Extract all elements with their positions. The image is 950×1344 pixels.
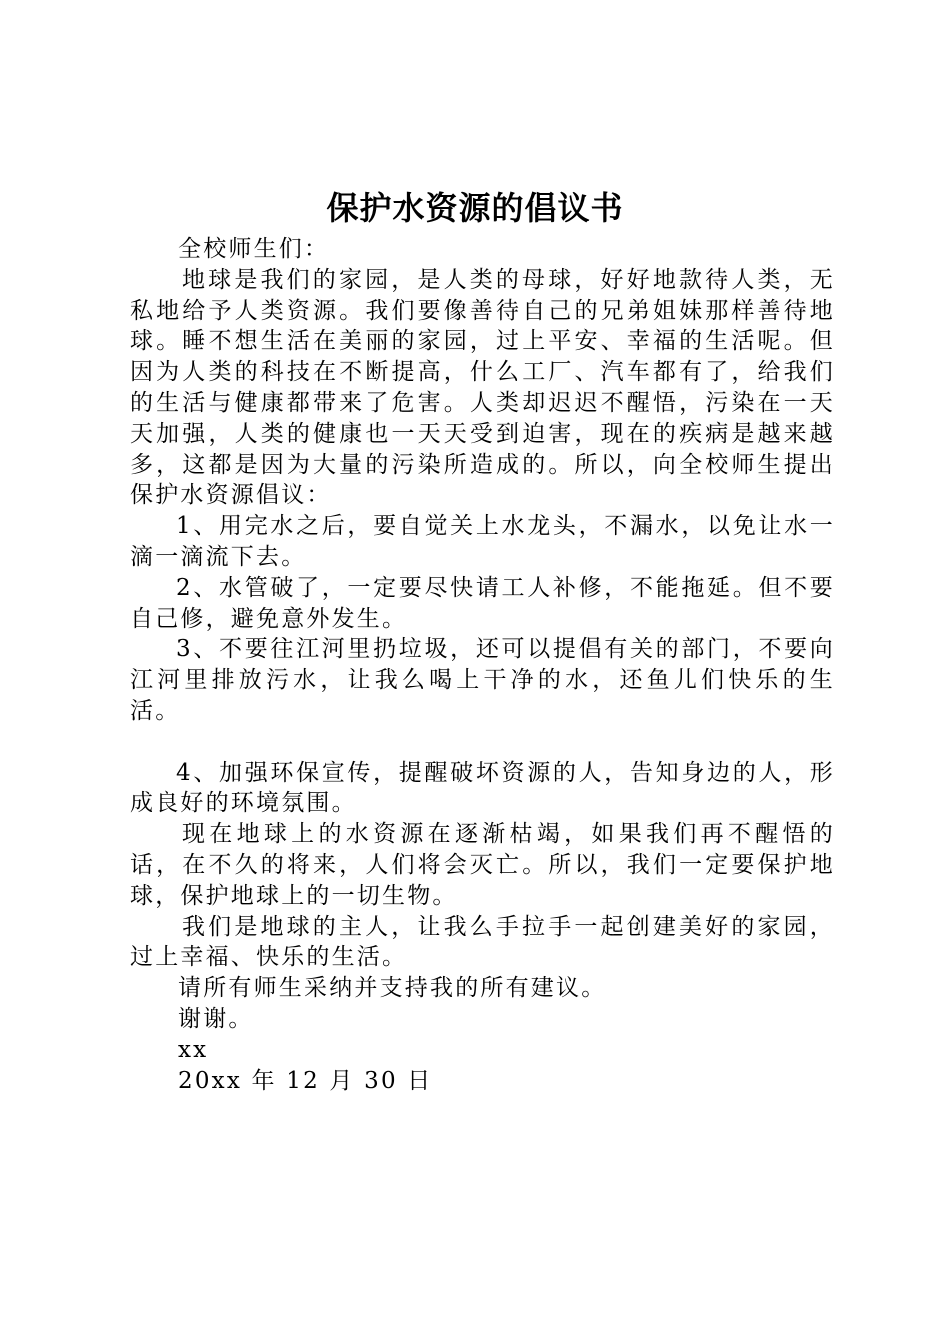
document-body bbox=[130, 234, 835, 1096]
blank-line bbox=[130, 727, 835, 758]
signature: xx bbox=[178, 1036, 209, 1063]
conclusion-paragraph-1: 现在地球上的水资源在逐渐枯竭，如果我们再不醒悟的话，在不久的将来，人们将会灭亡。所以，我们一定要保护地球，保护地球上的一切生物。 bbox=[130, 821, 835, 909]
proposal-item-1: 1、用完水之后，要自觉关上水龙头，不漏水，以免让水一滴一滴流下去。 bbox=[130, 513, 835, 570]
thanks-line: 谢谢。 bbox=[178, 1005, 254, 1032]
intro-paragraph: 地球是我们的家园，是人类的母球，好好地款待人类，无私地给予人类资源。我们要像善待自己的兄弟姐妹那样善待地球。睡不想生活在美丽的家园，过上平安、幸福的生活呢。但因为人类的科技在不断提高，什么工厂、汽车都有了，给我们的生活与健康都带来了危害。人类却迟迟不醒悟，污染在一天天加强，人类的健康也一天天受到迫害，现在的疾病是越来越多，这都是因为大量的污染所造成的。所以，向全校师生提出保护水资源倡议： bbox=[130, 266, 835, 509]
date-line: 20xx 年 12 月 30 日 bbox=[178, 1067, 433, 1094]
document-title: 保护水资源的倡议书 bbox=[326, 189, 624, 227]
proposal-item-2: 2、水管破了，一定要尽快请工人补修，不能拖延。但不要自己修，避免意外发生。 bbox=[130, 574, 835, 632]
salutation: 全校师生们： bbox=[178, 236, 330, 262]
proposal-item-4: 4、加强环保宣传，提醒破坏资源的人，告知身边的人，形成良好的环境氛围。 bbox=[130, 759, 835, 817]
conclusion-paragraph-2: 我们是地球的主人，让我么手拉手一起创建美好的家园，过上幸福、快乐的生活。 bbox=[130, 913, 835, 971]
proposal-item-3: 3、不要往江河里扔垃圾，还可以提倡有关的部门，不要向江河里排放污水，让我么喝上干净的水，还鱼儿们快乐的生活。 bbox=[130, 636, 835, 724]
request-line: 请所有师生采纳并支持我的所有建议。 bbox=[178, 975, 607, 1002]
